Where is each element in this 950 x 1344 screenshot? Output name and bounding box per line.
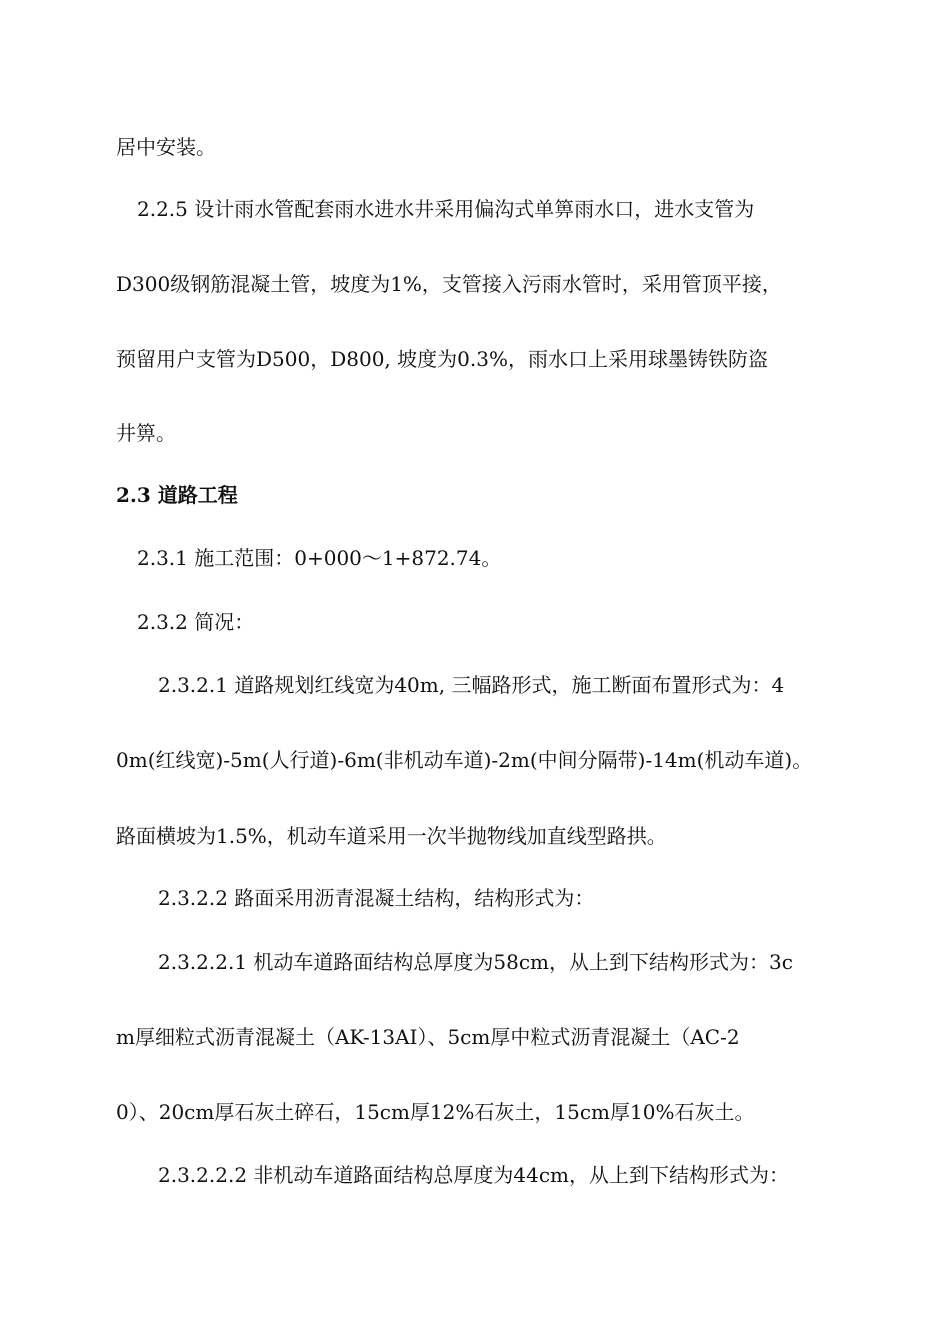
paragraph-line: 井箅。 (116, 421, 176, 445)
paragraph-line: 0）、20cm厚石灰土碎石，15cm厚12%石灰土，15cm厚10%石灰土。 (116, 1100, 755, 1124)
paragraph-line: 2.3.2.2.2 非机动车道路面结构总厚度为44cm，从上到下结构形式为： (158, 1163, 790, 1187)
paragraph-line: 2.3.1 施工范围：0+000～1+872.74。 (137, 546, 502, 570)
paragraph-line: D300级钢筋混凝土管，坡度为1%，支管接入污雨水管时，采用管顶平接， (116, 272, 782, 296)
paragraph-line: 2.3.2.2 路面采用沥青混凝土结构，结构形式为： (158, 886, 595, 910)
paragraph-line: 0m(红线宽)-5m(人行道)-6m(非机动车道)-2m(中间分隔带)-14m(机动车道)。 (116, 748, 813, 772)
paragraph-line: 2.2.5 设计雨水管配套雨水进水井采用偏沟式单箅雨水口，进水支管为 (137, 197, 755, 221)
paragraph-line: 2.3.2.2.1 机动车道路面结构总厚度为58cm，从上到下结构形式为：3c (158, 950, 793, 974)
section-heading: 2.3 道路工程 (116, 483, 238, 507)
paragraph-line: 2.3.2.1 道路规划红线宽为40m, 三幅路形式，施工断面布置形式为：4 (158, 673, 785, 697)
paragraph-line: 2.3.2 简况： (137, 610, 255, 634)
paragraph-line: 预留用户支管为D500，D800, 坡度为0.3%，雨水口上采用球墨铸铁防盗 (116, 347, 768, 371)
paragraph-line: 居中安装。 (116, 135, 216, 159)
paragraph-line: 路面横坡为1.5%，机动车道采用一次半抛物线加直线型路拱。 (116, 824, 667, 848)
paragraph-line: m厚细粒式沥青混凝土（AK-13AⅠ）、5cm厚中粒式沥青混凝土（AC-2 (116, 1025, 740, 1049)
